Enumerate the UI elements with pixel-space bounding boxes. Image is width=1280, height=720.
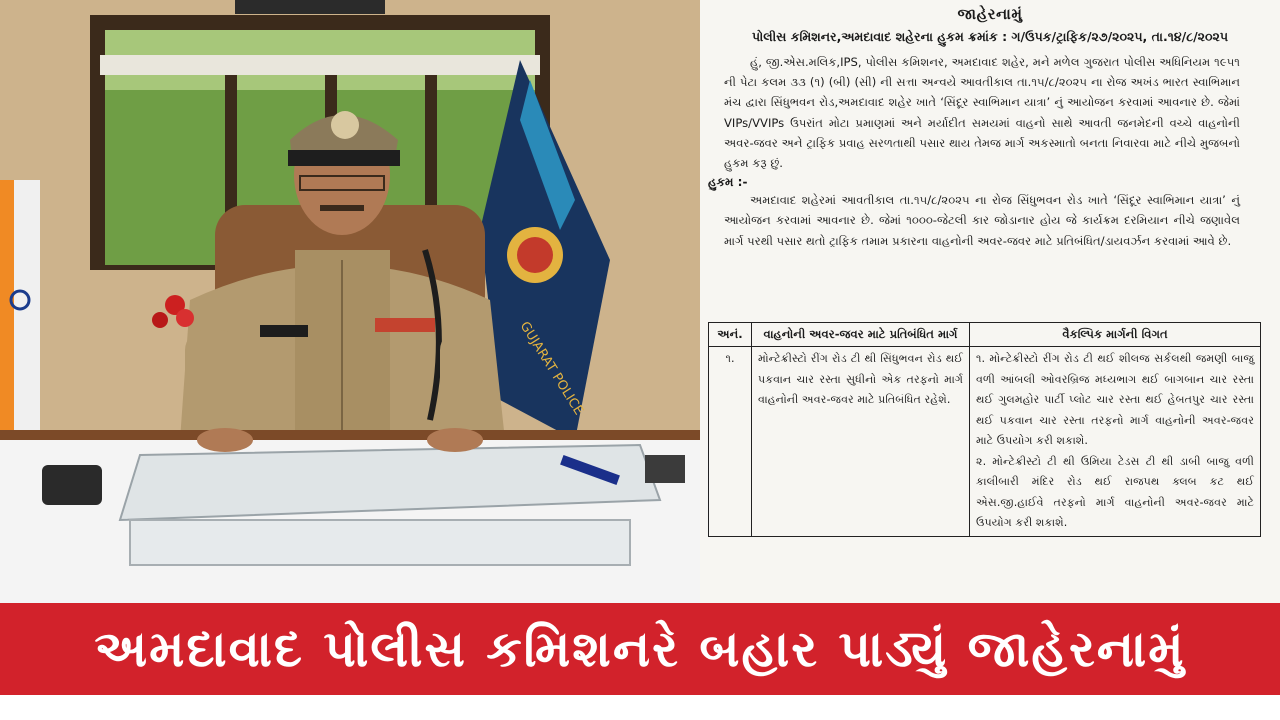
- alternate-route-cell: [970, 347, 1261, 537]
- alternate-route-1: ૧. મોન્ટેક્રીસ્ટો રીંગ રોડ ટી થઈ શીલજ સર્કલથી જમણી બાજુ વળી આંબલી ઓવરબ્રિજ મધ્યભાગ થઈ બાગબાન ચાર રસ્તા થઈ ગુલમહોર પાર્ટી પ્લોટ ચાર રસ્તા થઈ હેબતપુર ચાર રસ્તા થઈ પકવાન ચાર રસ્તા તરફનો માર્ગ વાહનોની અવર-જવર માટે ઉપયોગ કરી શકાશે.: [976, 352, 1254, 447]
- commissioner-photo: [0, 0, 700, 603]
- header-number: અનં.: [709, 323, 752, 347]
- phone-icon: [42, 465, 102, 505]
- table-row: [709, 347, 1261, 537]
- table-header-row: [709, 323, 1261, 347]
- flag-text: GUJARAT POLICE: [516, 319, 587, 418]
- office-scene: [0, 0, 700, 603]
- header-alternate-route: વૈકલ્પિક માર્ગની વિગત: [970, 323, 1261, 347]
- restricted-route-cell: મોન્ટેક્રીસ્ટો રીંગ રોડ ટી થી સિંધુભવન રોડ થઈ પકવાન ચાર રસ્તા સુધીનો એક તરફનો માર્ગ વાહનોની અવર-જવર માટે પ્રતિબંધિત રહેશે.: [752, 347, 970, 537]
- headline-banner: [0, 603, 1280, 695]
- headline-text: અમદાવાદ પોલીસ કમિશનરે બહાર પાડ્યું જાહેરનામું: [94, 619, 1186, 678]
- intro-paragraph: હું, જી.એસ.મલિક,IPS, પોલીસ કમિશનર, અમદાવાદ શહેર, મને મળેલ ગુજરાત પોલીસ અધિનિયમ ૧૯૫૧ ની પેટા કલમ ૩૩ (૧) (બી) (સી) ની સત્તા અન્વયે આવતીકાલ તા.૧૫/૮/૨૦૨૫ ના રોજ અખંડ ભારત સ્વાભિમાન મંચ દ્વારા સિંધુભવન રોડ,અમદાવાદ શહેર ખાતે ‘સિંદૂર સ્વાભિમાન યાત્રા’ નું આયોજન કરવામાં આવનાર છે. જેમાં VIPs/VVIPs ઉપરાંત મોટા પ્રમાણમાં અને મર્યાદીત સમયમાં વાહનો સાથે આવતી જનમેદની વચ્ચે વાહનોની અવર-જવર અને ટ્રાફિક પ્રવાહ સરળતાથી પસાર થાય તેમજ માર્ગ અકસ્માતો બનતા નિવારવા માટે નીચે મુજબનો હુકમ કરૂ છું.: [724, 55, 1240, 171]
- hukam-paragraph: અમદાવાદ શહેરમાં આવતીકાલ તા.૧૫/૮/૨૦૨૫ ના રોજ સિંધુભવન રોડ ખાતે ‘સિંદૂર સ્વાભિમાન યાત્રા’ નું આયોજન કરવામાં આવનાર છે. જેમાં ૧૦૦૦-જેટલી કાર જોડાનાર હોય જે કાર્યક્રમ દરમિયાન નીચે જણાવેલ માર્ગ પરથી પસાર થતો ટ્રાફિક તમામ પ્રકારના વાહનોની અવર-જવર માટે પ્રતિબંધિત/ડાયવર્ઝન કરવામાં આવે છે.: [724, 193, 1240, 248]
- hukam-label: હુકમ :-: [708, 175, 748, 190]
- alternate-route-2: ૨. મોન્ટેક્રીસ્ટો ટી થી ઉમિયા ટેડસ ટી થી ડાબી બાજુ વળી કાલીબારી મંદિર રોડ થઈ રાજપથ ક્લબ કટ થઈ એસ.જી.હાઈવે તરફનો માર્ગ વાહનોની અવર-જવર માટે ઉપયોગ કરી શકાશે.: [976, 454, 1254, 529]
- notification-document: [700, 0, 1280, 603]
- order-reference: પોલીસ કમિશનર,અમદાવાદ શહેરના હુકમ ક્રમાંક : ગ/ઉપક/ટ્રાફિક/૨૭/૨૦૨૫, તા.૧૪/૮/૨૦૨૫: [751, 29, 1229, 44]
- header-restricted-route: વાહનોની અવર-જવર માટે પ્રતિબંધિત માર્ગ: [752, 323, 970, 347]
- route-table: [708, 322, 1261, 537]
- document-title: જાહેરનામું: [957, 5, 1023, 23]
- bottom-strip: [0, 695, 1280, 720]
- row-number: ૧.: [709, 347, 752, 537]
